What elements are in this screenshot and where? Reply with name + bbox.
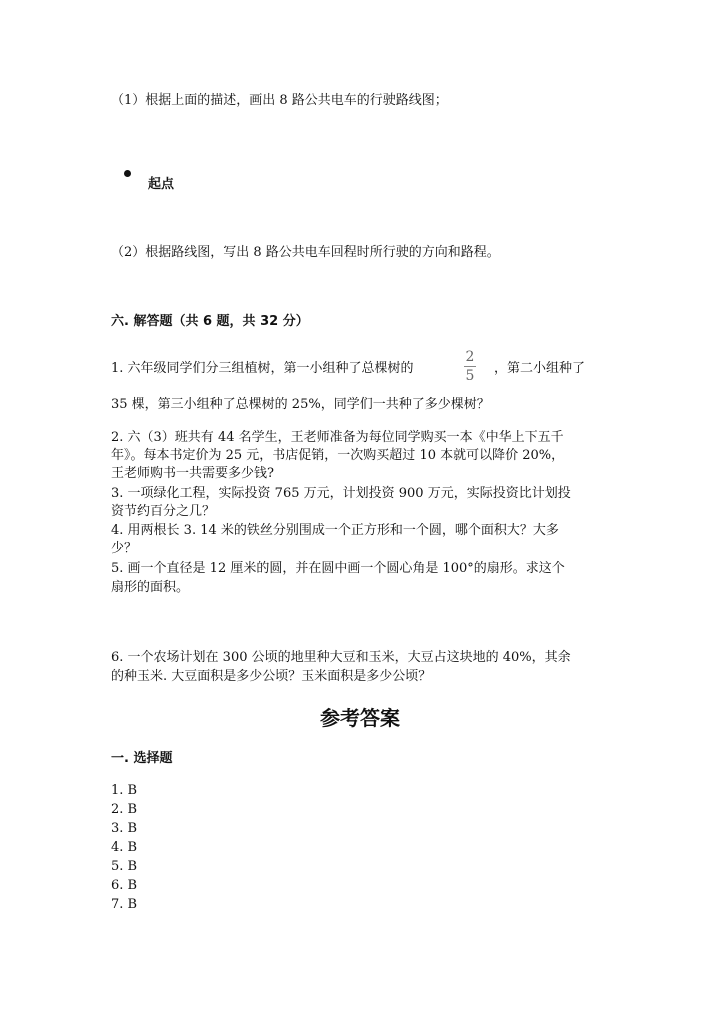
answer-item: 6. B xyxy=(111,878,138,893)
fraction-two-fifths xyxy=(462,349,478,384)
fraction-denominator: 5 xyxy=(465,368,475,384)
problem2-line1: 2. 六（3）班共有 44 名学生，王老师准备为每位同学购买一本《中华上下五千 xyxy=(111,430,564,445)
problem1-text-a: 1. 六年级同学们分三组植树，第一小组种了总棵树的 xyxy=(111,361,414,376)
answers-section-heading: 一. 选择题 xyxy=(111,751,173,766)
problem4-line2: 少？ xyxy=(111,541,138,556)
answer-item: 4. B xyxy=(111,840,138,855)
start-label: 起点 xyxy=(148,177,175,192)
fraction-numerator: 2 xyxy=(465,349,475,365)
problem1-text-b: ，第二小组种了 xyxy=(494,361,586,376)
start-point-dot-icon xyxy=(124,170,131,177)
answer-item: 5. B xyxy=(111,859,138,874)
question-draw-route: （1）根据上面的描述，画出 8 路公共电车的行驶路线图； xyxy=(111,93,448,108)
problem6-line2: 的种玉米. 大豆面积是多少公顷？玉米面积是多少公顷？ xyxy=(111,669,432,684)
section6-heading: 六. 解答题（共 6 题，共 32 分） xyxy=(111,314,309,329)
problem3-line2: 资节约百分之几？ xyxy=(111,504,216,519)
answer-item: 3. B xyxy=(111,821,138,836)
problem3-line1: 3. 一项绿化工程，实际投资 765 万元，计划投资 900 万元，实际投资比计划投 xyxy=(111,486,571,501)
problem2-line3: 王老师购书一共需要多少钱? xyxy=(111,466,274,481)
problem1-text-c: 35 棵，第三小组种了总棵树的 25%，同学们一共种了多少棵树？ xyxy=(111,397,490,412)
problem2-line2: 年》。每本书定价为 25 元，书店促销，一次购买超过 10 本就可以降价 20%， xyxy=(111,448,565,463)
answers-title: 参考答案 xyxy=(320,706,400,730)
answer-item: 2. B xyxy=(111,802,138,817)
fraction-bar xyxy=(464,366,476,367)
problem5-line1: 5. 画一个直径是 12 厘米的圆，并在圆中画一个圆心角是 100°的扇形。求这个 xyxy=(111,561,565,576)
problem4-line1: 4. 用两根长 3. 14 米的铁丝分别围成一个正方形和一个圆，哪个面积大？大多 xyxy=(111,523,559,538)
problem5-line2: 扇形的面积。 xyxy=(111,580,190,595)
problem6-line1: 6. 一个农场计划在 300 公顷的地里种大豆和玉米，大豆占这块地的 40%，其余 xyxy=(111,650,571,665)
answer-item: 7. B xyxy=(111,897,138,912)
question-return-route: （2）根据路线图，写出 8 路公共电车回程时所行驶的方向和路程。 xyxy=(111,245,500,260)
answer-item: 1. B xyxy=(111,783,138,798)
